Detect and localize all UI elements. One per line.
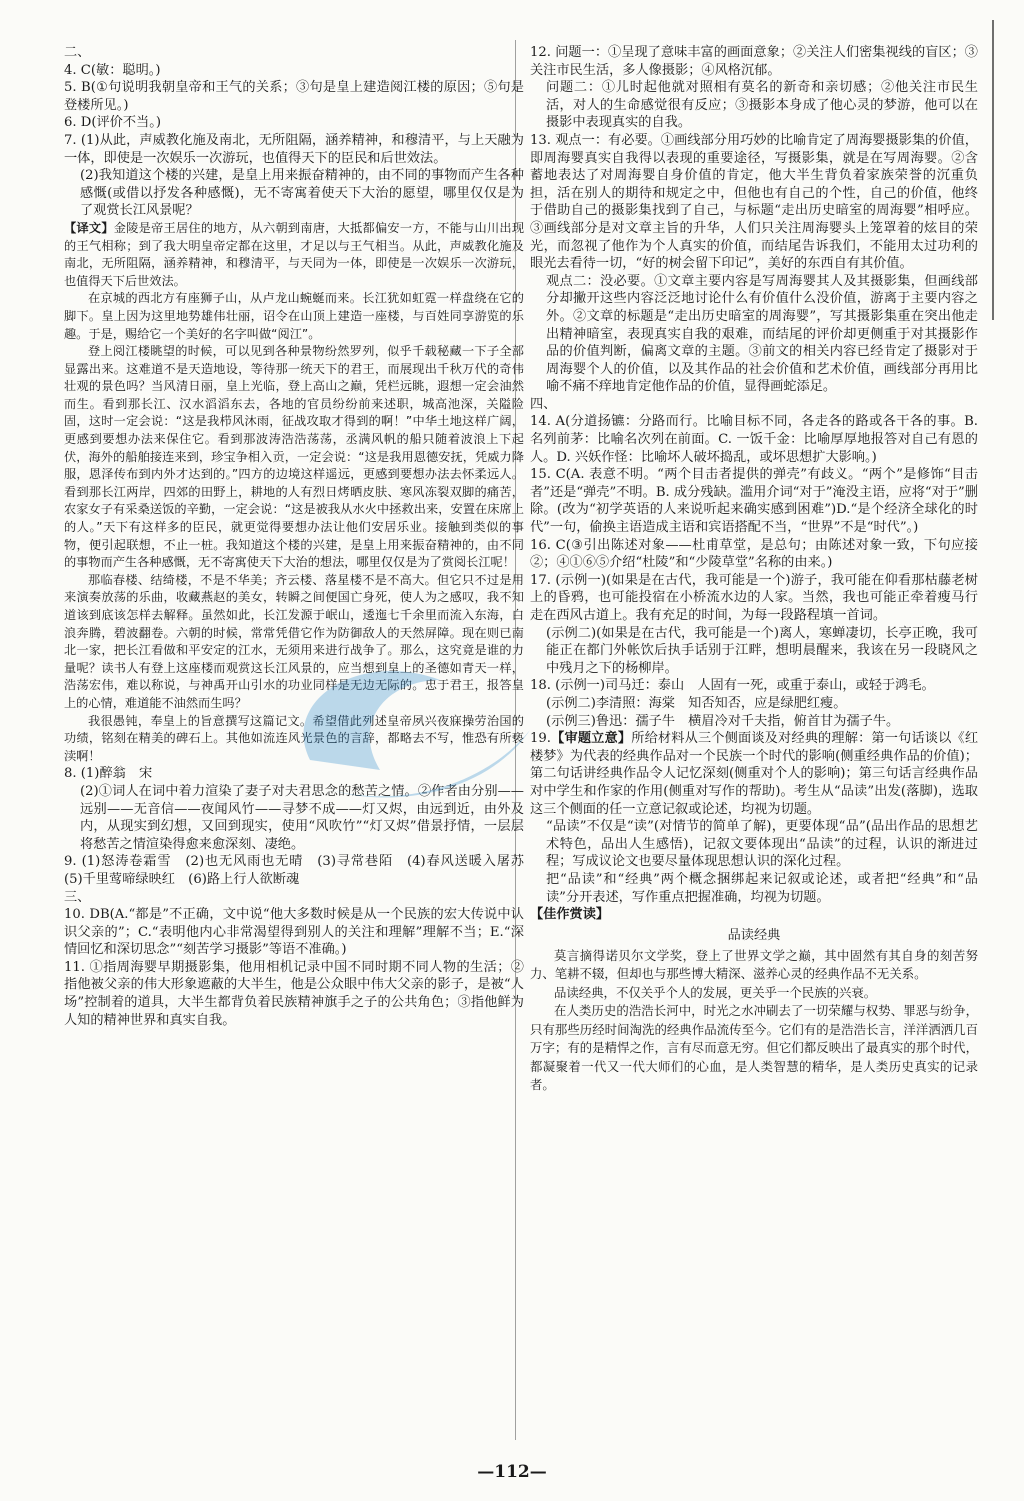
translation-para-2: 在京城的西北方有座狮子山，从卢龙山蜿蜒而来。长江犹如虹霓一样盘绕在它的脚下。皇上因为这里地势雄伟壮丽，诏令在山顶上建造一座楼，与百姓同享游览的乐趣。于是，赐给它一个美好的名字叫做“阅江”。	[64, 291, 524, 341]
answer-12-2: 问题二：①儿时起他就对照相有莫名的新奇和亲切感；②他关注市民生活，对人的生命感觉很有反应；③摄影本身成了他心灵的梦游，他可以在摄影中表现真实的自我。	[546, 80, 978, 131]
translation-tag: 【译文】	[64, 220, 114, 235]
answer-19-1: 所给材料从三个侧面谈及对经典的理解：第一句话谈以《红楼梦》为代表的经典作品对一个民族一个时代的影响(侧重经典作品的价值)；第二句话讲经典作品令人记忆深刻(侧重对个人的影响)；第三句话言经典作品对中学生和作家的作用(侧重对写作的帮助)。考生从“品读”出发(落脚)，选取这三个侧面的任一立意记叙或论述，均视为切题。	[530, 731, 979, 817]
answer-18-2: (示例二)李清照：海棠 知否知否，应是绿肥红瘦。	[546, 695, 847, 711]
page-number: —112—	[477, 1462, 547, 1482]
translation-para-5: 我很愚钝，奉皇上的旨意撰写这篇记文。希望借此列述皇帝夙兴夜寐操劳治国的功绩，铭刻在精美的碑石上。其他如流连风光景色的言辞，都略去不写，惟恐有所亵渎啊！	[64, 713, 524, 763]
essay-para-3: 在人类历史的浩浩长河中，时光之水冲刷去了一切荣耀与权势、罪恶与纷争，只有那些历经时间淘洗的经典作品流传至今。它们有的是浩浩长言，洋洋洒洒几百万字；有的是精悍之作，言有尽而意无穷。但它们都反映出了最真实的那个时代，都凝聚着一代又一代大师们的心血，是人类智慧的精华，是人类历史真实的记录者。	[530, 1003, 978, 1093]
answer-15: 15. C(A. 表意不明。“两个目击者提供的弹壳”有歧义。“两个”是修饰“目击者”还是“弹壳”不明。B. 成分残缺。滥用介词“对于”淹没主语，应将“对于”删除。(改为“初学英语的人来说听起来确实感到困难”)D.“是个经济全球化的时代”一句，偷换主语造成主语和宾语搭配不当，“世界”不是“时代”。)	[530, 467, 978, 536]
section-heading: 三、	[64, 889, 91, 905]
answer-19-2: “品读”不仅是“读”(对情节的简单了解)，更要体现“品”(品出作品的思想艺术特色，品出人生感悟)，记叙文要体现出“品读”的过程，认识的渐进过程；写成议论文也要尽量体现思想认识的深化过程。	[546, 819, 978, 870]
answer-4: 4. C(敏：聪明。)	[64, 62, 161, 78]
translation-para-3: 登上阅江楼眺望的时候，可以见到各种景物纷然罗列，似乎千载秘藏一下子全部显露出来。这难道不是天造地设，等待那一统天下的君王，而展现出千秋万代的奇伟壮观的景色吗？当风清日丽，皇上光临，登上高山之巅，凭栏远眺，遐想一定会油然而生。看到那长江、汉水滔滔东去，各地的官员纷纷前来述职，城高池深，关隘险固，这时一定会说：“这是我栉风沐雨，征战攻取才得到的啊！”中华土地这样广阔，更感到要想办法来保住它。看到那波涛浩浩荡荡，丞满风帆的船只随着波浪上下起伏，海外的船舶接连来到，珍宝争相入贡，一定会说：“这是我用恩德安抚，凭威力降服，恩泽传布到内外才达到的。”四方的边境这样遥远，更感到要想办法去怀柔远人。看到那长江两岸，四郊的田野上，耕地的人有烈日烤晒皮肤、寒风冻裂双脚的痛苦，农家女子有采桑送饭的辛勤，一定会说：“这是被我从水火中拯救出来，安置在床席上的人。”天下有这样多的臣民，就更觉得要想办法让他们安居乐业。接触到类似的事物，便引起联想，不止一桩。我知道这个楼的兴建，是皇上用来振奋精神的，由不同的事物而产生各种感慨，无不寄寓使天下大治的想法，哪里仅仅是为了赏阅长江呢！	[64, 344, 524, 570]
answer-18-3: (示例三)鲁迅：孺子牛 横眉冷对千夫指，俯首甘为孺子牛。	[546, 713, 900, 729]
answer-10: 10. DB(A.“都是”不正确，文中说“他大多数时候是从一个民族的宏大传说中认识父亲的”；C.“表明他内心非常渴望得到别人的关注和理解”理解不当；E.“深情回忆和深切思念”“刻苦学习摄影”等语不准确。)	[64, 907, 524, 958]
translation-para-1: 金陵是帝王居住的地方，从六朝到南唐，大抵都偏安一方，不能与山川出现的王气相称；到了我大明皇帝定都在这里，才足以与王气相当。从此，声威教化施及南北，无所阻隔，涵养精神，和穆清平，与天同为一体，即使是一次娱乐一次游玩，也值得天下后世效法。	[64, 220, 525, 288]
answer-19-prefix: 19.	[530, 731, 551, 747]
translation-para-4: 那临春楼、结绮楼，不是不华美；齐云楼、落星楼不是不高大。但它只不过是用来演奏放荡的乐曲，收藏燕赵的美女，转瞬之间便国亡身死，使人为之感叹，我不知道该到底该怎样去解释。虽然如此，长江发源于岷山，逶迤七千余里而流入东海，白浪奔腾，碧波翻卷。六朝的时候，常常凭借它作为防御敌人的天然屏障。现在则已南北一家，把长江看做和平安定的江水，无须用来进行战争了。那么，这究竟是谁的力量呢？读书人有登上这座楼而观赏这长江风景的，应当想到皇上的圣德如青天一样，浩荡宏伟，难以称说，与神禹开山引水的功业同样是无边无际的。忠于君王，报答皇上的心情，难道能不油然而生吗？	[64, 572, 524, 710]
answer-11: 11. ①指周海婴早期摄影集，他用相机记录中国不同时期不同人物的生活；②指他被父亲的伟大形象遮蔽的大半生，他是公众眼中伟大父亲的影子，是被“人场”控制着的道具，大半生都背负着民族精神旗手之子的公共角色；③指他鲜为人知的精神世界和真实自我。	[64, 959, 524, 1028]
answer-16: 16. C(③引出陈述对象——杜甫草堂，是总句；由陈述对象一致，下句应接②；④①⑥⑤介绍“杜陵”和“少陵草堂”名称的由来。)	[530, 537, 978, 571]
answer-8-1: 8. (1)醉翁 宋	[64, 766, 153, 782]
essay-para-1: 莫言摘得诺贝尔文学奖，登上了世界文学之巅，其中固然有其自身的刻苦努力、笔耕不辍，但却也与那些博大精深、滋养心灵的经典作品不无关系。	[530, 947, 978, 982]
topic-analysis-tag: 【审题立意】	[550, 731, 632, 747]
answer-8-2: (2)①词人在词中着力渲染了妻子对夫君思念的愁苦之情。②作者由分别——远别——无音信——夜闻风竹——寻梦不成——灯又烬，由远到近，由外及内，从现实到幻想，又回到现实，使用“风吹竹”“灯又烬”借景抒情，一层层将愁苦之情渲染得愈来愈深刻、凄绝。	[80, 783, 524, 852]
left-column	[64, 44, 538, 1029]
answer-7-1: 7. (1)从此，声威教化施及南北，无所阻隔，涵养精神，和穆清平，与上天融为一体，即使是一次娱乐一次游玩，也值得天下的臣民和后世效法。	[64, 132, 524, 166]
answer-17-2: (示例二)(如果是在古代，我可能是一个)离人，寒蝉凄切，长亭正晚，我可能正在都门外帐饮后执手话别于江畔，想明晨醒来，我该在另一段晓风之中残月之下的杨柳岸。	[546, 625, 978, 676]
answer-18-1: 18. (示例一)司马迁：泰山 人固有一死，或重于泰山，或轻于鸿毛。	[530, 678, 935, 694]
answer-5: 5. B(①句说明我朝皇帝和王气的关系；③句是皇上建造阅江楼的原因；⑤句是登楼所见。)	[64, 80, 524, 113]
essay-title: 品读经典	[727, 927, 781, 943]
answer-17-1: 17. (示例一)(如果是在古代，我可能是一个)游子，我可能在仰看那枯藤老树上的昏鸦，也可能投宿在小桥流水边的人家。当然，我也可能正牵着瘦马行走在西风古道上。我有充足的时间，为每一段路程填一首词。	[530, 572, 978, 623]
answer-19-3: 把“品读”和“经典”两个概念捆绑起来记叙或论述，或者把“经典”和“品读”分开表述，写作重点把握准确，均视为切题。	[546, 871, 978, 905]
right-column	[530, 44, 978, 1095]
edge-rule	[992, 20, 994, 320]
section-heading: 四、	[530, 396, 557, 412]
section-heading: 二、	[64, 45, 91, 60]
answer-14: 14. A(分道扬镳：分路而行。比喻目标不同，各走各的路或各干各的事。B. 名列前茅：比喻名次列在前面。C. 一饭千金：比喻厚厚地报答对自己有恩的人。D. 兴妖作怪：比喻坏人破坏捣乱，或坏思想扩大影响。)	[530, 414, 978, 465]
answer-13-2: 观点二：没必要。①文章主要内容是写周海婴其人及其摄影集，但画线部分却撇开这些内容泛泛地讨论什么有价值什么没价值，游离于主要内容之外。②文章的标题是“走出历史暗室的周海婴”，写其摄影集重在突出他走出精神暗室，表现真实自我的艰难，而结尾的评价却更侧重于对其摄影作品的价值判断，偏离文章的主题。③前文的相关内容已经肯定了摄影对于周海婴个人的价值，以及其作品的社会价值和艺术价值，画线部分再用比喻不痛不痒地肯定他作品的价值，显得画蛇添足。	[546, 273, 978, 395]
answer-13-1: 13. 观点一：有必要。①画线部分用巧妙的比喻肯定了周海婴摄影集的价值，即周海婴真实自我得以表现的重要途径，写摄影集，就是在写周海婴。②含蓄地表达了对周海婴自身价值的肯定，他大半生背负着家族荣誉的沉重负担，活在别人的期待和规定之中，但他也有自己的个性，自己的价值，他终于借助自己的摄影集找到了自己，与标题“走出历史暗室的周海婴”相呼应。③画线部分是对文章主旨的升华，人们只关注周海婴头上笼罩着的炫目的荣光，而忽视了他作为个人真实的价值，而结尾告诉我们，不能用太过功利的眼光去看待一切，“好的树会留下印记”，美好的东西自有其价值。	[530, 132, 978, 272]
essay-para-2: 品读经典，不仅关乎个人的发展，更关乎一个民族的兴衰。	[554, 984, 877, 1000]
answer-12-1: 12. 问题一：①呈现了意味丰富的画面意象；②关注人们密集视线的盲区；③关注市民生活，多人像摄影；④风格沉郁。	[530, 45, 978, 78]
answer-7-2: (2)我知道这个楼的兴建，是皇上用来振奋精神的，由不同的事物而产生各种感慨(或借以抒发各种感慨)，无不寄寓着使天下大治的愿望，哪里仅仅是为了观赏长江风景呢？	[80, 168, 524, 219]
answer-6: 6. D(评价不当。)	[64, 115, 161, 131]
answer-9: 9. (1)怒涛卷霜雪 (2)也无风雨也无晴 (3)寻常巷陌 (4)春风送暖入屠苏 (5)千里莺啼绿映红 (6)路上行人欲断魂	[64, 854, 538, 887]
model-essay-tag: 【佳作赏读】	[530, 907, 610, 923]
